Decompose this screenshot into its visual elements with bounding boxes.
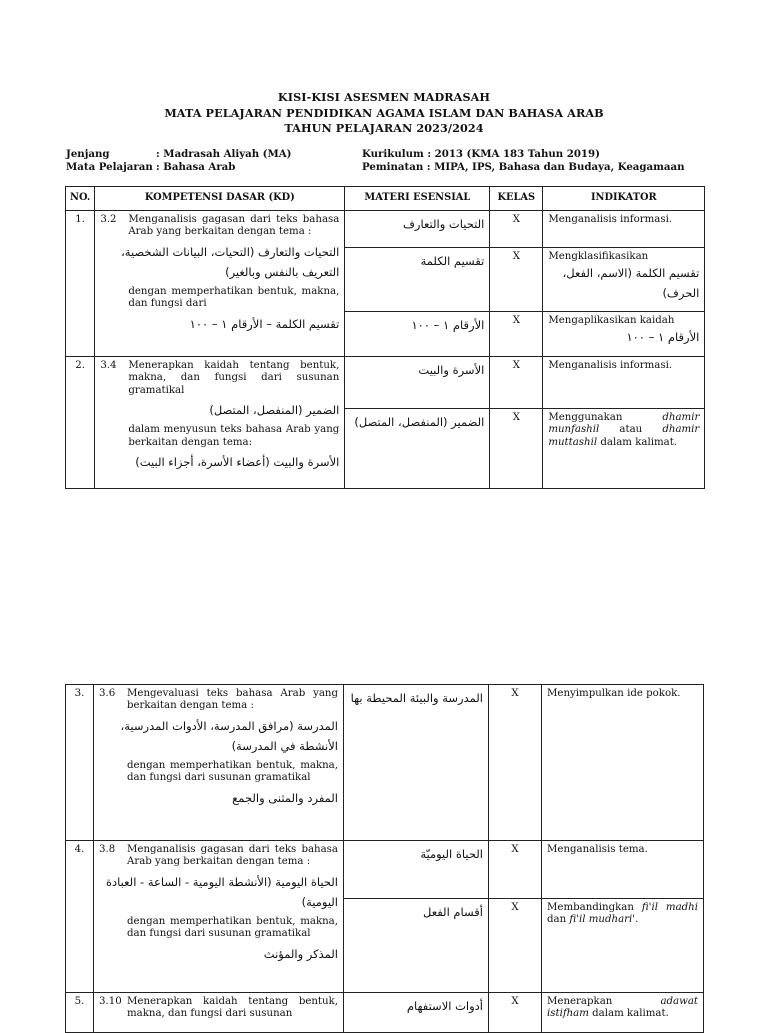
- indikator-cell: [543, 312, 705, 357]
- row-number: 5.: [66, 993, 94, 1033]
- indikator-cell: [542, 899, 704, 993]
- indikator-text: dalam kalimat.: [600, 436, 678, 448]
- materi-cell: التحيات والتعارف: [345, 211, 490, 248]
- indikator-text: Menerapkan: [547, 996, 613, 1007]
- kd-number: 3.2: [100, 214, 117, 225]
- kd-heading: [99, 688, 338, 713]
- table-row: [66, 993, 704, 1033]
- mapel-row: [66, 161, 356, 174]
- row-number: 4.: [66, 841, 94, 993]
- kd-arabic-theme: الحياة اليومية (الأنشطة اليومية - الساعة - العبادة اليومية): [106, 874, 338, 909]
- kelas-cell: X: [489, 993, 542, 1033]
- kelas-cell: X: [489, 841, 542, 899]
- mapel-value: : Bahasa Arab: [156, 161, 236, 173]
- kd-number: 3.6: [99, 688, 116, 699]
- title-line-2: MATA PELAJARAN PENDIDIKAN AGAMA ISLAM DAN BAHASA ARAB: [164, 105, 604, 120]
- kd-number: 3.10: [99, 996, 122, 1007]
- materi-cell: الحياة اليوميّة: [344, 841, 489, 899]
- row-number: 2.: [66, 357, 95, 489]
- title-line-1: KISI-KISI ASESMEN MADRASAH: [277, 90, 491, 104]
- kd-arabic-grammar: الضمير (المنفصل، المتصل): [209, 403, 340, 418]
- kd-arabic-theme: المدرسة (مرافق المدرسة، الأدوات المدرسية، الأنشطة في المدرسة): [120, 718, 338, 753]
- indikator-cell: Menganalisis informasi.: [543, 357, 705, 409]
- table-row: [66, 841, 704, 899]
- kd-number: 3.8: [99, 844, 116, 855]
- kd-arabic-grammar: المفرد والمثنى والجمع: [232, 790, 338, 805]
- kd-arabic-grammar: تقسيم الكلمة – الأرقام ١ – ١٠٠: [189, 316, 340, 331]
- kd-cell: [94, 685, 344, 841]
- indikator-arabic: تقسيم الكلمة (الاسم، الفعل، الحرف): [562, 266, 700, 301]
- kd-cell: [95, 357, 345, 489]
- indikator-text: Menggunakan: [548, 412, 623, 423]
- col-header-kd: KOMPETENSI DASAR (KD): [95, 187, 345, 211]
- indikator-cell: [542, 993, 704, 1033]
- kisi-table-part-2: [65, 684, 704, 1033]
- kd-text: Menerapkan kaidah tentang bentuk, makna, dan fungsi dari susunan: [127, 996, 338, 1020]
- kd-heading: [99, 844, 338, 869]
- kd-heading: [100, 360, 339, 397]
- kd-arabic-theme: الأسرة والبيت (أعضاء الأسرة، أجزاء البيت): [135, 455, 340, 470]
- kd-arabic-theme: التحيات والتعارف (التحيات، البيانات الشخصية، التعريف بالنفس وبالغير): [121, 244, 340, 279]
- kd-middle-text: dengan memperhatikan bentuk, makna, dan fungsi dari: [128, 285, 340, 310]
- kd-cell: [94, 841, 344, 993]
- indikator-term: dhamir munfashil: [548, 412, 700, 436]
- table-row: [66, 685, 704, 841]
- col-header-kelas: KELAS: [490, 187, 543, 211]
- jenjang-row: [66, 148, 356, 161]
- indikator-cell: Menganalisis tema.: [542, 841, 704, 899]
- kd-middle-text: dengan memperhatikan bentuk, makna, dan fungsi dari susunan gramatikal: [127, 915, 338, 940]
- table-row: [66, 357, 705, 409]
- kd-heading: [100, 214, 339, 239]
- peminatan-row: Peminatan : MIPA, IPS, Bahasa dan Budaya, Keagamaan: [362, 161, 685, 173]
- materi-cell: أدوات الاستفهام: [344, 993, 489, 1033]
- kd-middle-text: dalam menyusun teks bahasa Arab yang berkaitan dengan tema:: [128, 424, 340, 448]
- kd-arabic-grammar: المذكر والمؤنث: [263, 946, 338, 961]
- indikator-text: atau: [619, 424, 643, 436]
- kd-text: Mengevaluasi teks bahasa Arab yang berkaitan dengan tema :: [127, 688, 338, 712]
- mapel-label: Mata Pelajaran: [66, 161, 153, 173]
- indikator-text: Mengklasifikasikan: [548, 251, 649, 262]
- kelas-cell: X: [489, 685, 542, 841]
- materi-cell: الضمير (المنفصل، المتصل): [345, 409, 490, 489]
- row-number: 1.: [66, 211, 95, 357]
- indikator-arabic: الأرقام ١ – ١٠٠: [626, 330, 700, 345]
- indikator-term: adawat istifham: [547, 996, 698, 1020]
- indikator-text: Mengaplikasikan kaidah: [548, 315, 675, 326]
- kd-text: Menganalisis gagasan dari teks bahasa Arab yang berkaitan dengan tema :: [128, 214, 340, 238]
- col-header-no: NO.: [66, 187, 95, 211]
- materi-cell: تقسيم الكلمة: [345, 248, 490, 312]
- materi-cell: الأرقام ١ – ١٠٠: [345, 312, 490, 357]
- meta-left: [66, 148, 356, 174]
- kd-text: Menerapkan kaidah tentang bentuk, makna, dan fungsi dari susunan gramatikal: [128, 360, 340, 396]
- indikator-text: dan: [547, 914, 567, 926]
- title-line-3: TAHUN PELAJARAN 2023/2024: [284, 121, 484, 135]
- kd-heading: [99, 996, 338, 1021]
- indikator-term: fi'il madhi: [641, 902, 698, 913]
- materi-cell: أقسام الفعل: [344, 899, 489, 993]
- indikator-term: fi'il mudhari'.: [569, 914, 639, 926]
- col-header-indikator: INDIKATOR: [543, 187, 705, 211]
- document-title: [0, 90, 768, 137]
- kelas-cell: X: [489, 899, 542, 993]
- kd-cell: [94, 993, 344, 1033]
- kelas-cell: X: [490, 409, 543, 489]
- jenjang-value: : Madrasah Aliyah (MA): [156, 148, 292, 160]
- kelas-cell: X: [490, 312, 543, 357]
- kelas-cell: X: [490, 211, 543, 248]
- kisi-table-part-1: [65, 186, 705, 489]
- kd-text: Menganalisis gagasan dari teks bahasa Arab yang berkaitan dengan tema :: [127, 844, 338, 868]
- table-header-row: [66, 187, 705, 211]
- table-row: [66, 211, 705, 248]
- kelas-cell: X: [490, 357, 543, 409]
- col-header-materi: MATERI ESENSIAL: [345, 187, 490, 211]
- jenjang-label: Jenjang: [66, 148, 110, 160]
- indikator-cell: [543, 248, 705, 312]
- indikator-text: Membandingkan: [547, 902, 634, 913]
- indikator-text: dalam kalimat.: [592, 1008, 669, 1020]
- kd-middle-text: dengan memperhatikan bentuk, makna, dan fungsi dari susunan gramatikal: [127, 759, 338, 784]
- indikator-cell: [543, 409, 705, 489]
- kd-number: 3.4: [100, 360, 117, 371]
- materi-cell: الأسرة والبيت: [345, 357, 490, 409]
- kd-cell: [95, 211, 345, 357]
- indikator-cell: Menganalisis informasi.: [543, 211, 705, 248]
- kelas-cell: X: [490, 248, 543, 312]
- row-number: 3.: [66, 685, 94, 841]
- materi-cell: المدرسة والبيئة المحيطة بها: [344, 685, 489, 841]
- kurikulum-row: Kurikulum : 2013 (KMA 183 Tahun 2019): [362, 148, 600, 160]
- indikator-cell: Menyimpulkan ide pokok.: [542, 685, 704, 841]
- meta-right: [362, 148, 762, 174]
- indikator-term: dhamir muttashil: [548, 424, 700, 448]
